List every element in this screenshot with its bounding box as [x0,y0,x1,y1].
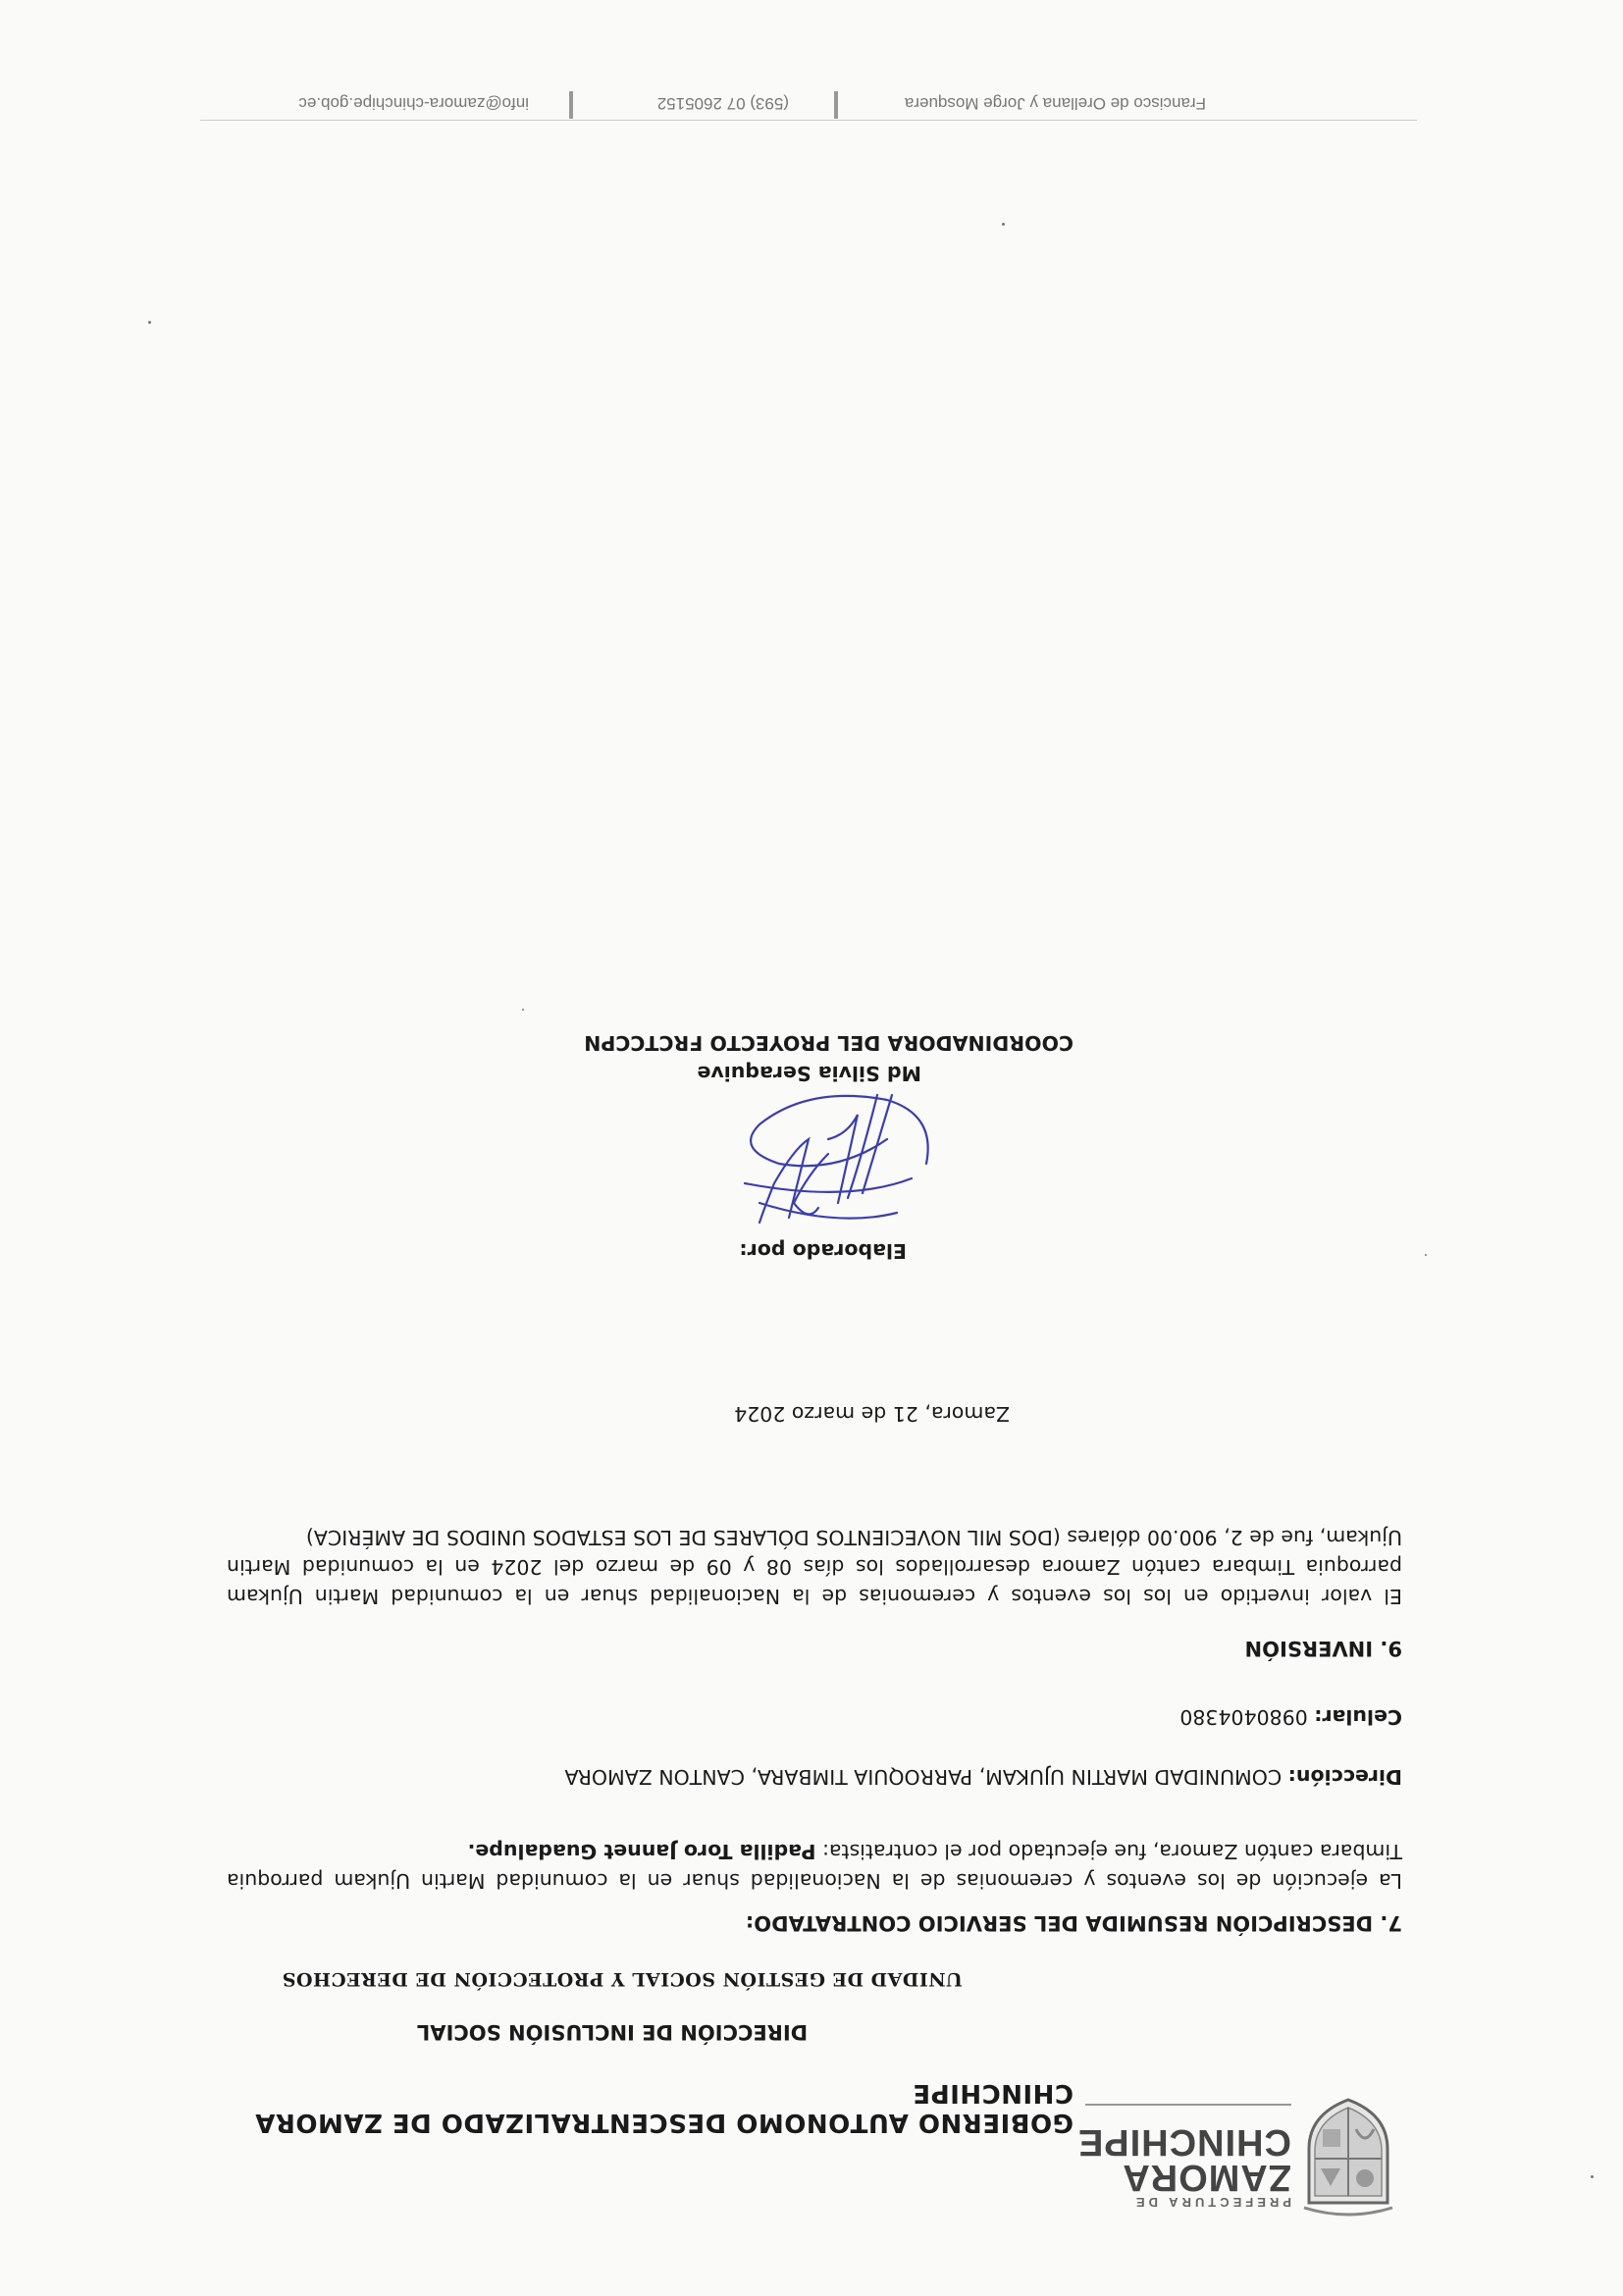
address-value: COMUNIDAD MARTIN UJUKAM, PARROQUIA TIMBARA, CANTON ZAMORA [564,1765,1288,1789]
logo-line-2: CHINCHIPE [1076,2121,1291,2163]
footer-phone: (593) 07 2605152 [656,94,789,113]
contractor-name: Padilla Toro Jannet Guadalupe [475,1840,816,1863]
scan-speck [522,1009,524,1011]
unit-title: UNIDAD DE GESTIÓN SOCIAL Y PROTECCIÓN DE DERECHOS [282,1968,963,1990]
phone-label: Celular: [1314,1705,1402,1729]
section-7-heading: 7. DESCRIPCIÓN RESUMIDA DEL SERVICIO CONTRATADO: [745,1911,1402,1935]
section-9-paragraph: El valor invertido en los los eventos y ceremonias de la Nacionalidad shuar en la comunidad Martin Ujukam parroquia Timbara cantón Zamora desarrollados los días 08 y 09 de marzo del 2024 en la comunidad Martin Ujukam, fue de 2, 900.00 dólares (DOS MIL NOVECIENTOS DÓLARES DE LOS ESTADOS UNIDOS DE AMÉRICA) [227,1526,1402,1608]
logo-wordmark [1026,2121,1291,2210]
address-line [225,1765,1402,1789]
scan-speck [1002,223,1005,226]
prefecture-logo [1024,2090,1397,2218]
footer-separator [569,91,573,119]
signer-name: Md Silvia Seraquive [697,1062,921,1085]
footer-rule [200,120,1417,121]
place-and-date: Zamora, 21 de marzo 2024 [734,1402,1010,1426]
logo-underline [1085,2104,1291,2106]
scan-speck [1425,1254,1427,1256]
handwritten-signature [720,1085,956,1232]
logo-small-text: PREFECTURA DE [1131,2195,1291,2210]
phone-value: 0980404380 [1179,1705,1315,1729]
contractor-period: . [467,1840,476,1863]
page-footer [200,74,1417,113]
footer-separator [834,91,838,119]
scan-speck [148,321,151,324]
footer-email: info@zamora-chinchipe.gob.ec [298,94,529,113]
scan-speck [1591,2175,1594,2178]
address-label: Dirección: [1287,1765,1402,1789]
direction-title: DIRECCIÓN DE INCLUSIÓN SOCIAL [416,2020,809,2044]
prepared-by-label: Elaborado por: [739,1239,907,1263]
footer-address: Francisco de Orellana y Jorge Mosquera [904,94,1206,113]
phone-line [225,1705,1402,1729]
section-7-text: La ejecución de los eventos y ceremonias de la Nacionalidad shuar en la comunidad Martin Ujukam parroquia Timbara cantón Zamora, fue ejecutado por el contratista: [227,1840,1402,1893]
signer-role: COORDINADORA DEL PROYECTO FRCTCCPN [584,1031,1073,1055]
section-9-heading: 9. INVERSIÓN [1244,1637,1402,1660]
logo-line-1: ZAMORA [1122,2157,1291,2198]
government-title: GOBIERNO AUTONOMO DESCENTRALIZADO DE ZAMORA CHINCHIPE [254,2078,1073,2137]
section-7-paragraph [227,1837,1402,1896]
coat-of-arms-icon [1299,2095,1397,2218]
